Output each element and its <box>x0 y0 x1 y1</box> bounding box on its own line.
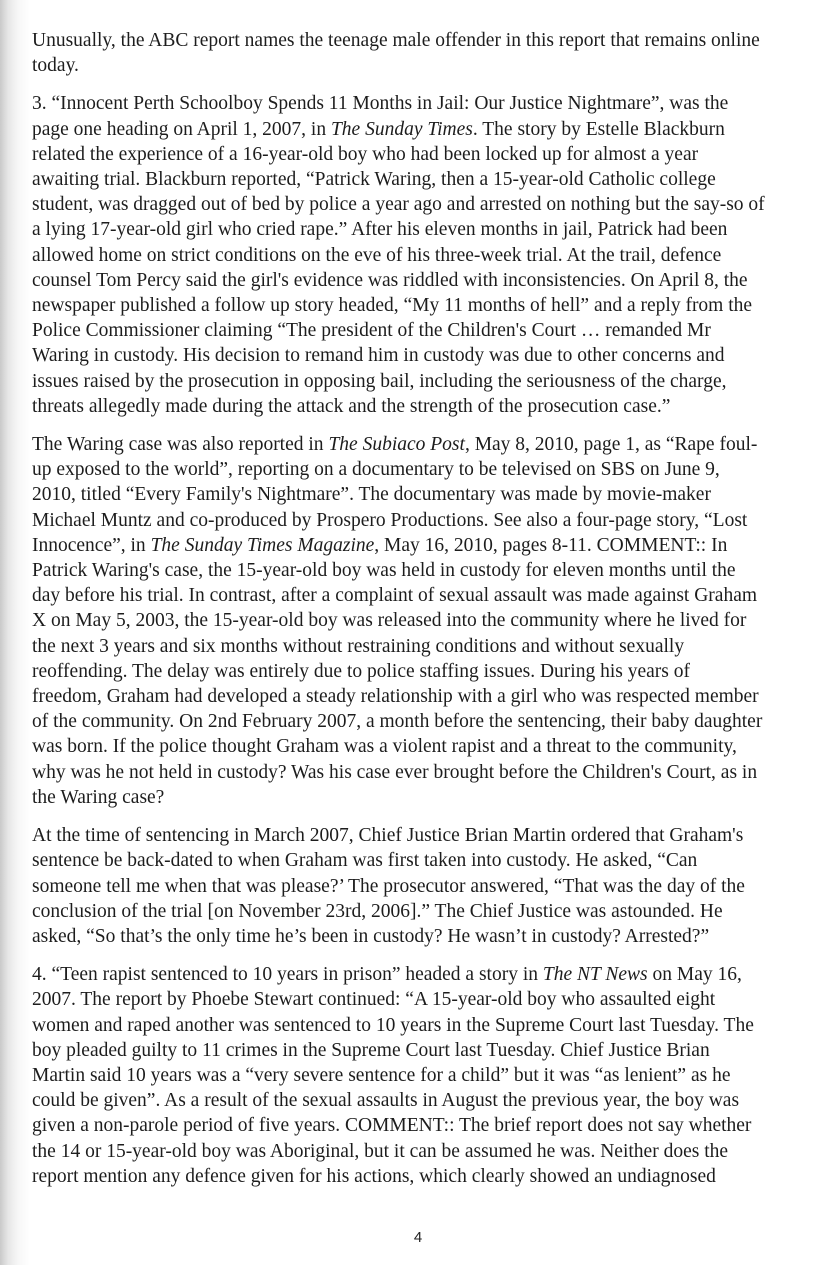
text-run: day before his trial. In contrast, after a complaint of sexual assault was made against Graham <box>32 585 758 607</box>
text-line <box>32 508 812 533</box>
text-line <box>32 823 812 848</box>
text-run: counsel Tom Percy said the girl's evidence was riddled with inconsistencies. On April 8, the <box>32 269 748 291</box>
text-line <box>32 142 812 167</box>
body-text <box>32 28 812 1202</box>
paragraph <box>32 962 812 1189</box>
text-run: , May 8, 2010, page 1, as “Rape foul- <box>464 434 758 456</box>
text-line <box>32 924 812 949</box>
text-run: Martin said 10 years was a “very severe sentence for a child” but it was “as lenient” as he <box>32 1064 731 1086</box>
text-line <box>32 1139 812 1164</box>
text-run: issues raised by the prosecution in opposing bail, including the seriousness of the charge, <box>32 370 727 392</box>
text-line <box>32 268 812 293</box>
text-run: related the experience of a 16-year-old boy who had been locked up for almost a year <box>32 143 699 165</box>
text-run: Innocence”, in <box>32 534 151 556</box>
text-line <box>32 91 812 116</box>
text-run: Michael Muntz and co-produced by Prospero Productions. See also a four-page story, “Lost <box>32 509 748 531</box>
text-line <box>32 117 812 142</box>
paragraph <box>32 91 812 419</box>
paragraph <box>32 823 812 949</box>
text-line <box>32 1013 812 1038</box>
text-line <box>32 53 812 78</box>
paragraph <box>32 28 812 78</box>
text-run: At the time of sentencing in March 2007, Chief Justice Brian Martin ordered that Graham's <box>32 825 744 847</box>
text-line <box>32 709 812 734</box>
text-line <box>32 1164 812 1189</box>
text-run: awaiting trial. Blackburn reported, “Patrick Waring, then a 15-year-old Catholic college <box>32 169 716 191</box>
paragraph <box>32 432 812 810</box>
text-line <box>32 318 812 343</box>
text-run: sentence be back-dated to when Graham was first taken into custody. He asked, “Can <box>32 850 698 872</box>
text-run: the 14 or 15-year-old boy was Aboriginal, but it can be assumed he was. Neither does the <box>32 1140 729 1162</box>
text-line <box>32 583 812 608</box>
text-run: women and raped another was sentenced to 10 years in the Supreme Court last Tuesday. The <box>32 1014 754 1036</box>
text-line <box>32 1113 812 1138</box>
text-run: reoffending. The delay was entirely due to police staffing issues. During his years of <box>32 660 690 682</box>
text-line <box>32 734 812 759</box>
text-run: . The story by Estelle Blackburn <box>472 118 725 140</box>
text-run: , May 16, 2010, pages 8-11. COMMENT:: In <box>374 534 728 556</box>
text-line <box>32 243 812 268</box>
text-line <box>32 659 812 684</box>
text-line <box>32 684 812 709</box>
text-run: Unusually, the ABC report names the teenage male offender in this report that remains online <box>32 30 760 51</box>
text-line <box>32 848 812 873</box>
text-run: could be given”. As a result of the sexual assaults in August the previous year, the boy was <box>32 1090 740 1112</box>
text-line <box>32 1088 812 1113</box>
text-run: conclusion of the trial [on November 23rd, 2006].” The Chief Justice was astounded. He <box>32 900 723 922</box>
text-line <box>32 558 812 583</box>
publication-title: The Sunday Times Magazine <box>150 534 375 556</box>
text-line <box>32 192 812 217</box>
text-line <box>32 457 812 482</box>
text-run: someone tell me when that was please?’ The prosecutor answered, “That was the day of the <box>32 875 745 897</box>
text-line <box>32 760 812 785</box>
text-run: threats allegedly made during the attack and the strength of the prosecution case.” <box>32 395 671 417</box>
text-run: why was he not held in custody? Was his case ever brought before the Children's Court, as in <box>32 761 758 783</box>
text-line <box>32 167 812 192</box>
text-line <box>32 785 812 810</box>
text-line <box>32 343 812 368</box>
text-line <box>32 1063 812 1088</box>
text-line <box>32 533 812 558</box>
text-run: boy pleaded guilty to 11 crimes in the Supreme Court last Tuesday. Chief Justice Brian <box>32 1039 710 1061</box>
text-run: allowed home on strict conditions on the eve of his three-week trial. At the trail, defence <box>32 244 722 266</box>
text-run: 4. “Teen rapist sentenced to 10 years in prison” headed a story in <box>32 964 543 986</box>
text-line <box>32 217 812 242</box>
text-run: was born. If the police thought Graham was a violent rapist and a threat to the community, <box>32 736 737 758</box>
text-line <box>32 482 812 507</box>
publication-title: The NT News <box>542 964 648 986</box>
text-run: freedom, Graham had developed a steady relationship with a girl who was respected member <box>32 686 759 708</box>
publication-title: The Sunday Times <box>330 118 473 140</box>
text-run: The Waring case was also reported in <box>32 434 329 456</box>
text-run: page one heading on April 1, 2007, in <box>32 118 331 140</box>
text-run: Patrick Waring's case, the 15-year-old boy was held in custody for eleven months until the <box>32 560 736 582</box>
text-line <box>32 874 812 899</box>
publication-title: The Subiaco Post <box>328 434 465 456</box>
text-line <box>32 369 812 394</box>
text-line <box>32 634 812 659</box>
text-line <box>32 962 812 987</box>
text-line <box>32 1038 812 1063</box>
text-line <box>32 28 812 53</box>
text-run: up exposed to the world”, reporting on a documentary to be televised on SBS on June 9, <box>32 459 720 481</box>
text-run: the Waring case? <box>32 786 165 808</box>
text-run: Police Commissioner claiming “The president of the Children's Court … remanded Mr <box>32 320 711 342</box>
text-run: a lying 17-year-old girl who cried rape.” After his eleven months in jail, Patrick had been <box>32 219 728 241</box>
text-line <box>32 432 812 457</box>
text-run: X on May 5, 2003, the 15-year-old boy was released into the community where he lived for <box>32 610 747 632</box>
text-run: today. <box>32 55 79 77</box>
text-run: newspaper published a follow up story headed, “My 11 months of hell” and a reply from the <box>32 295 753 317</box>
text-run: asked, “So that’s the only time he’s been in custody? He wasn’t in custody? Arrested?” <box>32 925 710 947</box>
page-number: 4 <box>413 1229 423 1246</box>
text-line <box>32 899 812 924</box>
text-line <box>32 293 812 318</box>
text-run: 2010, titled “Every Family's Nightmare”. The documentary was made by movie-maker <box>32 484 711 506</box>
text-run: on May 16, <box>647 964 742 986</box>
text-line <box>32 608 812 633</box>
text-line <box>32 987 812 1012</box>
text-run: 2007. The report by Phoebe Stewart continued: “A 15-year-old boy who assaulted eight <box>32 989 716 1011</box>
text-run: report mention any defence given for his actions, which clearly showed an undiagnosed <box>32 1165 716 1187</box>
text-run: of the community. On 2nd February 2007, a month before the sentencing, their baby daughter <box>32 711 763 733</box>
text-run: Waring in custody. His decision to remand him in custody was due to other concerns and <box>32 345 725 367</box>
text-run: given a non-parole period of five years. COMMENT:: The brief report does not say whether <box>32 1115 752 1137</box>
text-run: 3. “Innocent Perth Schoolboy Spends 11 Months in Jail: Our Justice Nightmare”, was the <box>32 93 729 115</box>
text-run: the next 3 years and six months without restraining conditions and without sexually <box>32 635 685 657</box>
text-line <box>32 394 812 419</box>
text-run: student, was dragged out of bed by police a year ago and arrested on nothing but the say-so of <box>32 194 765 216</box>
